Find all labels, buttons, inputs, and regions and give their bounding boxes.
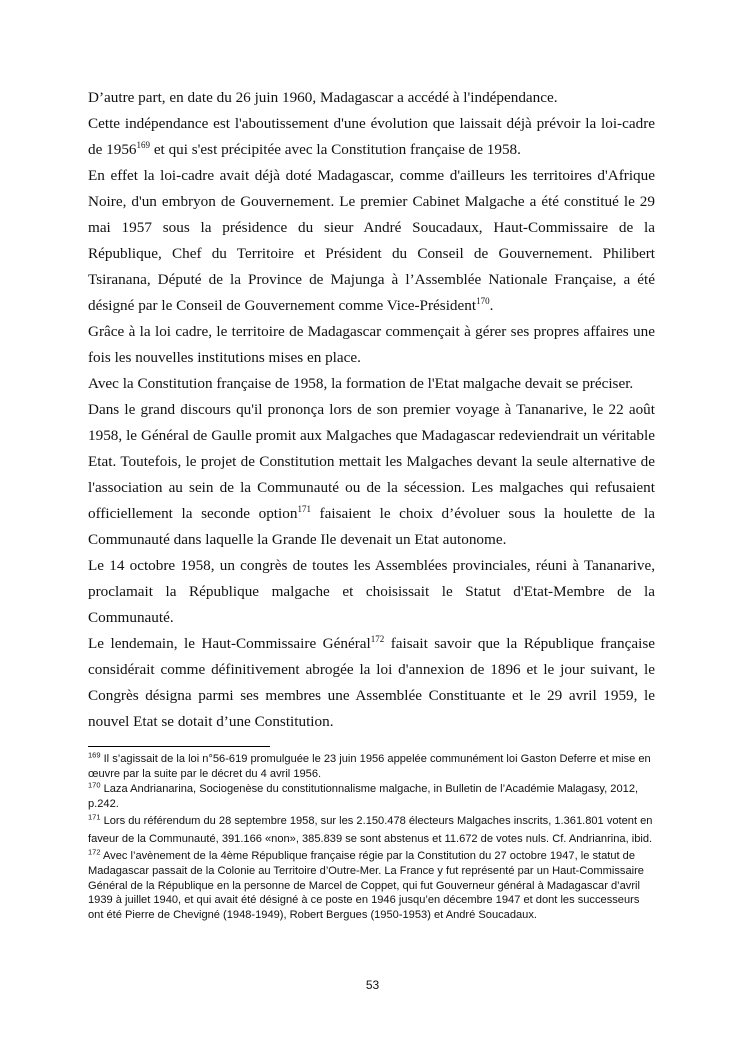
paragraph-de-gaulle-speech: Dans le grand discours qu'il prononça lors de son premier voyage à Tananarive, le 22 août 1958, le Général de Gaulle promit aux Malgaches que Madagascar redeviendrait un véritable Etat. Toutefois, le projet de Constitution mettait les Malgaches devant la seule alternative de l'association au sein de la Communauté ou de la sécession. Les malgaches qui refusaient officiellement la seconde option$^{171}$ faisaient le choix d’évoluer sous la houlette de la Communauté dans laquelle la Grande Ile devenait un Etat autonome. (88, 401, 655, 548)
footnote-number: 169 (88, 750, 101, 760)
footnote-170: $^{170}$ Laza Andrianarina, Sociogenèse du constitutionnalisme malgache, in Bulletin de l’Académie Malagasy, 2012, p.242. (88, 780, 639, 810)
page-number: 53 (365, 978, 380, 992)
footnote-169: $^{169}$ Il s’agissait de la loi n°56-619 promulguée le 23 juin 1956 appelée communément loi Gaston Deferre et mise en œuvre par la suite par le décret du 4 avril 1956. (88, 750, 651, 780)
paragraph-first-cabinet: En effet la loi-cadre avait déjà doté Madagascar, comme d'ailleurs les territoires d'Afrique Noire, d'un embryon de Gouvernement. Le premier Cabinet Malgache a été constitué le 29 mai 1957 sous la présidence du sieur André Soucadaux, Haut-Commissaire de la République, Chef du Territoire et Président du Conseil de Gouvernement. Philibert Tsiranana, Député de la Province de Majunga à l’Assemblée Nationale Française, a été désigné par le Conseil de Gouvernement comme Vice-Président$^{170}$. (88, 167, 655, 314)
paragraph-loi-cadre-evolution: Cette indépendance est l'aboutissement d'une évolution que laissait déjà prévoir la loi-cadre de 1956$^{169}$ et qui s'est précipitée avec la Constitution française de 1958. (88, 115, 655, 158)
footnote-separator (88, 746, 270, 747)
footnote-172: $^{172}$ Avec l’avènement de la 4ème République française régie par la Constitution du 27 octobre 1947, le statut de Madagascar passait de la Colonie au Territoire d’Outre-Mer. La France y fut représenté par un Haut-Commissaire Général de la République en la personne de Marcel de Coppet, qui fut Gouverneur général à Madagascar d’avril 1939 à juillet 1940, et qui avait été désigné à ce poste en 1946 jusqu’en décembre 1947 et dont les successeurs ont été Pierre de Chevigné (1948-1949), Robert Bergues (1950-1953) et André Soucadaux. (88, 847, 644, 921)
footnote-ref-169[interactable]: 169 (136, 139, 151, 150)
body-text (88, 85, 655, 735)
footnote-ref-171[interactable]: 171 (297, 503, 311, 514)
paragraph-loi-cadre-affairs: Grâce à la loi cadre, le territoire de Madagascar commençait à gérer ses propres affaires une fois les nouvelles institutions mises en place. (88, 323, 655, 366)
footnote-number: 172 (88, 847, 101, 857)
footnote-ref-170[interactable]: 170 (476, 295, 490, 306)
paragraph-constitution-1959: Le lendemain, le Haut-Commissaire Général$^{172}$ faisait savoir que la République française considérait comme définitivement abrogée la loi d'annexion de 1896 et le jour suivant, le Congrès désigna parmi ses membres une Assemblée Constituante et le 29 avril 1959, le nouvel Etat se dotait d’une Constitution. (88, 633, 655, 730)
footnote-171: $^{171}$ Lors du référendum du 28 septembre 1958, sur les 2.150.478 électeurs Malgaches inscrits, 1.361.801 votent en faveur de la Communauté, 391.166 «non», 385.839 se sont abstenus et 11.672 de votes nuls. Cf. Andrianrina, ibid. (88, 812, 653, 846)
footnote-number: 170 (88, 780, 101, 790)
footnotes (88, 752, 656, 923)
footnote-number: 171 (88, 812, 101, 822)
footnote-ref-172[interactable]: 172 (370, 633, 385, 644)
paragraph-independence-date: D’autre part, en date du 26 juin 1960, Madagascar a accédé à l'indépendance. (88, 89, 558, 106)
paragraph-republic-proclaimed: Le 14 octobre 1958, un congrès de toutes les Assemblées provinciales, réuni à Tananarive, proclamait la République malgache et choisissait le Statut d'Etat-Membre de la Communauté. (88, 557, 655, 626)
paragraph-constitution-1958: Avec la Constitution française de 1958, la formation de l'Etat malgache devait se préciser. (88, 375, 634, 392)
